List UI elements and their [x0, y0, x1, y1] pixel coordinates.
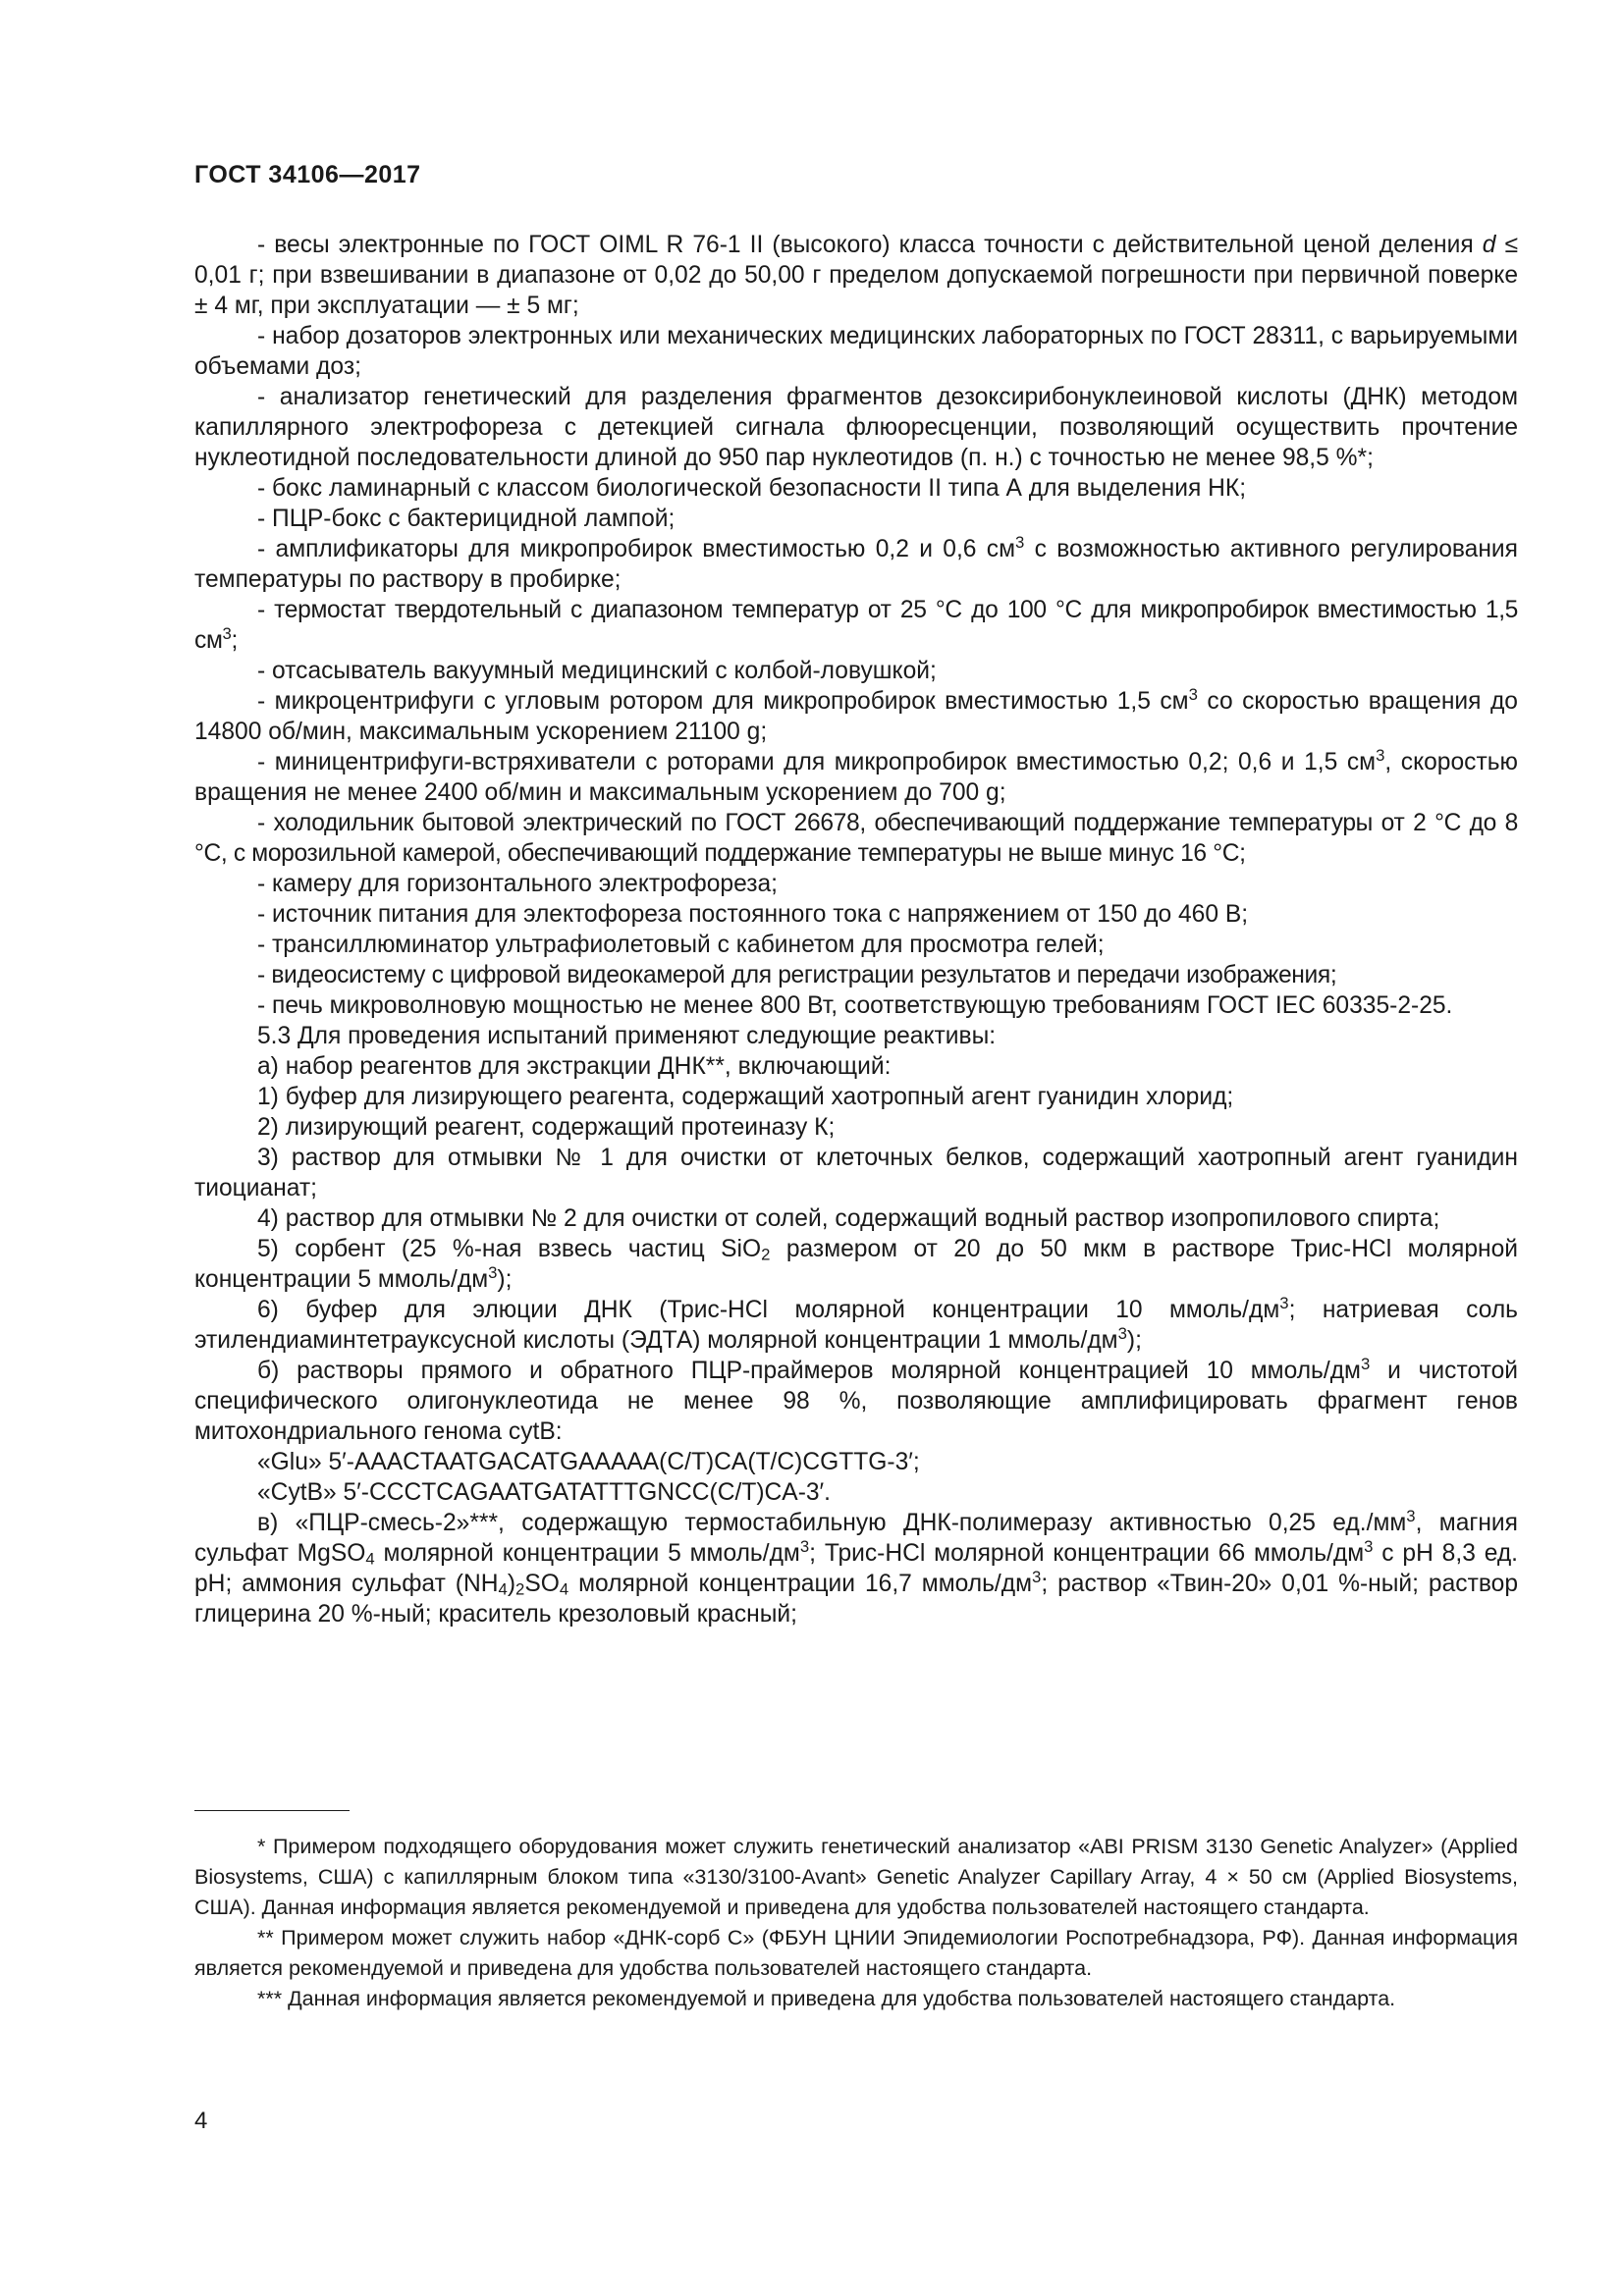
- paragraph-thermostat: [194, 595, 1518, 656]
- paragraph-transilluminator: - трансиллюминатор ультрафиолетовый с кабинетом для просмотра гелей;: [257, 932, 1105, 958]
- text-run: - весы электронные по ГОСТ OIML R 76-1 II (высокого) класса точности с действительной ценой деления: [257, 232, 1483, 258]
- paragraph-section-5-3: 5.3 Для проведения испытаний применяют следующие реактивы:: [257, 1023, 997, 1049]
- paragraph-genetic-analyzer: - анализатор генетический для разделения фрагментов дезоксирибонуклеиновой кислоты (ДНК) методом капиллярного электрофореза с детекцией сигнала флюоресценции, позволяющий осуществить прочтение нуклеотидной последовательности длиной до 950 пар нуклеотидов (п. н.) с точностью не менее 98,5 %*;: [194, 384, 1518, 471]
- text-run: ; раствор «Твин-20» 0,01 %-ный; раствор глицерина 20 %-ный; краситель крезоловый красный;: [194, 1571, 1518, 1628]
- paragraph-wash-2: 4) раствор для отмывки № 2 для очистки от солей, содержащий водный раствор изопропилового спирта;: [257, 1205, 1440, 1232]
- text-run: , магния сульфат MgSO: [194, 1510, 1518, 1567]
- primer-cytb-sequence: «CytB» 5′-CCCTCAGAATGATATTTGNCC(C/T)CA-3′.: [257, 1479, 832, 1506]
- text-run: 6) буфер для элюции ДНК (Трис-HCl молярной концентрации 10 ммоль/дм: [257, 1297, 1280, 1323]
- footnote-3: *** Данная информация является рекомендуемой и приведена для удобства пользователей настоящего стандарта.: [257, 1987, 1396, 2010]
- text-run: размером от 20 до 50 мкм в растворе Трис-HCl молярной концентрации 5 ммоль/дм: [194, 1236, 1518, 1293]
- superscript: 3: [1360, 1354, 1371, 1373]
- text-run: с возможностью активного регулирования температуры по раствору в пробирке;: [194, 536, 1518, 593]
- paragraph-scales: [194, 230, 1518, 321]
- paragraph-video-system: - видеосистему с цифровой видеокамерой для регистрации результатов и передачи изображения;: [257, 962, 1337, 988]
- superscript: 3: [1376, 745, 1385, 765]
- text-run: б) растворы прямого и обратного ПЦР-праймеров молярной концентрацией 10 ммоль/дм: [257, 1358, 1361, 1384]
- text-run: - микроцентрифуги с угловым ротором для микропробирок вместимостью 1,5 см: [257, 688, 1189, 715]
- paragraph-refrigerator: - холодильник бытовой электрический по ГОСТ 26678, обеспечивающий поддержание температуры от 2 °C до 8 °C, с морозильной камерой, обеспечивающий поддержание температуры не выше минус 16 °C;: [194, 810, 1518, 867]
- paragraph-reagent-kit: а) набор реагентов для экстракции ДНК**, включающий:: [257, 1053, 892, 1080]
- superscript: 3: [799, 1536, 810, 1556]
- subscript: 2: [761, 1245, 771, 1264]
- paragraph-lysis-reagent: 2) лизирующий реагент, содержащий протеиназу К;: [257, 1114, 836, 1141]
- paragraph-dispensers: - набор дозаторов электронных или механических медицинских лабораторных по ГОСТ 28311, с варьируемыми объемами доз;: [194, 323, 1518, 380]
- text-run: - термостат твердотельный с диапазоном температур от 25 °C до 100 °C для микропробирок вместимостью 1,5 см: [194, 597, 1518, 654]
- superscript: 3: [222, 623, 232, 643]
- text-run: - амплификаторы для микропробирок вместимостью 0,2 и 0,6 см: [257, 536, 1015, 562]
- superscript: 3: [488, 1262, 498, 1282]
- superscript: 3: [1364, 1536, 1374, 1556]
- superscript: 3: [1032, 1567, 1042, 1586]
- text-run: d: [1482, 232, 1496, 258]
- paragraph-sorbent: [194, 1234, 1518, 1295]
- text-run: молярной концентрации 16,7 ммоль/дм: [568, 1571, 1032, 1597]
- page-number: 4: [194, 2108, 208, 2134]
- text-run: ; Трис-HCl молярной концентрации 66 ммоль/дм: [809, 1540, 1365, 1567]
- subscript: 4: [498, 1579, 508, 1599]
- paragraph-electrophoresis-chamber: - камеру для горизонтального электрофореза;: [257, 871, 778, 897]
- text-run: - миницентрифуги-встряхиватели с роторами для микропробирок вместимостью 0,2; 0,6 и 1,5 см: [257, 749, 1377, 775]
- paragraph-laminar-box: - бокс ламинарный с классом биологической безопасности II типа А для выделения НК;: [257, 475, 1247, 502]
- footnote-divider: [194, 1810, 350, 1811]
- paragraph-pcr-mix: [194, 1508, 1518, 1629]
- text-run: SO: [524, 1571, 560, 1597]
- footnote-1: * Примером подходящего оборудования может служить генетический анализатор «ABI PRISM 3130 Genetic Analyzer» (Applied Biosystems, США) с капиллярным блоком типа «3130/3100-Avant» Genetic Analyzer Capillary Array, 4 × 50 см (Applied Biosystems, США). Данная информация является рекомендуемой и приведена для удобства пользователей настоящего стандарта.: [194, 1835, 1518, 1919]
- paragraph-wash-1: 3) раствор для отмывки № 1 для очистки от клеточных белков, содержащий хаотропный агент гуанидин тиоцианат;: [194, 1145, 1518, 1201]
- footnote-2: ** Примером может служить набор «ДНК-сорб С» (ФБУН ЦНИИ Эпидемиологии Роспотребнадзора, РФ). Данная информация является рекомендуемой и приведена для удобства пользователей настоящего стандарта.: [194, 1926, 1518, 1980]
- text-run: ): [507, 1571, 516, 1597]
- superscript: 3: [1279, 1293, 1289, 1312]
- text-run: в) «ПЦР-смесь-2»***, содержащую термостабильную ДНК-полимеразу активностью 0,25 ед./мм: [257, 1510, 1407, 1536]
- document-header: ГОСТ 34106—2017: [194, 161, 421, 188]
- text-run: , скоростью вращения не менее 2400 об/мин и максимальным ускорением до 700 g;: [194, 749, 1518, 806]
- subscript: 4: [559, 1579, 569, 1599]
- text-run: и чистотой специфического олигонуклеотида не менее 98 %, позволяющие амплифицировать фрагмент генов митохондриального генома cytB:: [194, 1358, 1518, 1445]
- subscript: 4: [365, 1549, 375, 1569]
- text-run: ;: [231, 627, 238, 654]
- text-run: ≤ 0,01 г; при взвешивании в диапазоне от 0,02 до 50,00 г пределом допускаемой погрешности при первичной поверке ± 4 мг, при эксплуатации — ± 5 мг;: [194, 232, 1518, 319]
- body-text: [194, 230, 1518, 1629]
- paragraph-lysis-buffer: 1) буфер для лизирующего реагента, содержащий хаотропный агент гуанидин хлорид;: [257, 1084, 1234, 1110]
- paragraph-aspirator: - отсасыватель вакуумный медицинский с колбой-ловушкой;: [257, 658, 937, 684]
- footnotes: [194, 1832, 1518, 2014]
- paragraph-primers: [194, 1356, 1518, 1447]
- superscript: 3: [1188, 684, 1198, 704]
- superscript: 3: [1117, 1323, 1127, 1343]
- subscript: 2: [515, 1579, 525, 1599]
- paragraph-pcr-box: - ПЦР-бокс с бактерицидной лампой;: [257, 506, 676, 532]
- paragraph-microwave: - печь микроволновую мощностью не менее 800 Вт, соответствующую требованиям ГОСТ IEC 60335-2-25.: [257, 992, 1453, 1019]
- text-run: ; натриевая соль этилендиаминтетрауксусной кислоты (ЭДТА) молярной концентрации 1 ммоль/дм: [194, 1297, 1518, 1354]
- paragraph-minicentrifuge: [194, 747, 1518, 808]
- paragraph-elution-buffer: [194, 1295, 1518, 1356]
- paragraph-amplifiers: [194, 534, 1518, 595]
- text-run: молярной концентрации 5 ммоль/дм: [374, 1540, 800, 1567]
- paragraph-power-source: - источник питания для электофореза постоянного тока с напряжением от 150 до 460 В;: [257, 901, 1249, 928]
- primer-glu-sequence: «Glu» 5′-AAACTAATGACATGAAAAA(C/T)CA(T/C)CGTTG-3′;: [257, 1449, 920, 1475]
- text-run: 5) сорбент (25 %-ная взвесь частиц SiO: [257, 1236, 762, 1262]
- text-run: со скоростью вращения до 14800 об/мин, максимальным ускорением 21100 g;: [194, 688, 1518, 745]
- text-run: );: [1126, 1327, 1142, 1354]
- text-run: с pH 8,3 ед. pH; аммония сульфат (NH: [194, 1540, 1519, 1597]
- paragraph-microcentrifuge: [194, 686, 1518, 747]
- superscript: 3: [1406, 1506, 1416, 1525]
- superscript: 3: [1015, 532, 1025, 552]
- text-run: );: [497, 1266, 513, 1293]
